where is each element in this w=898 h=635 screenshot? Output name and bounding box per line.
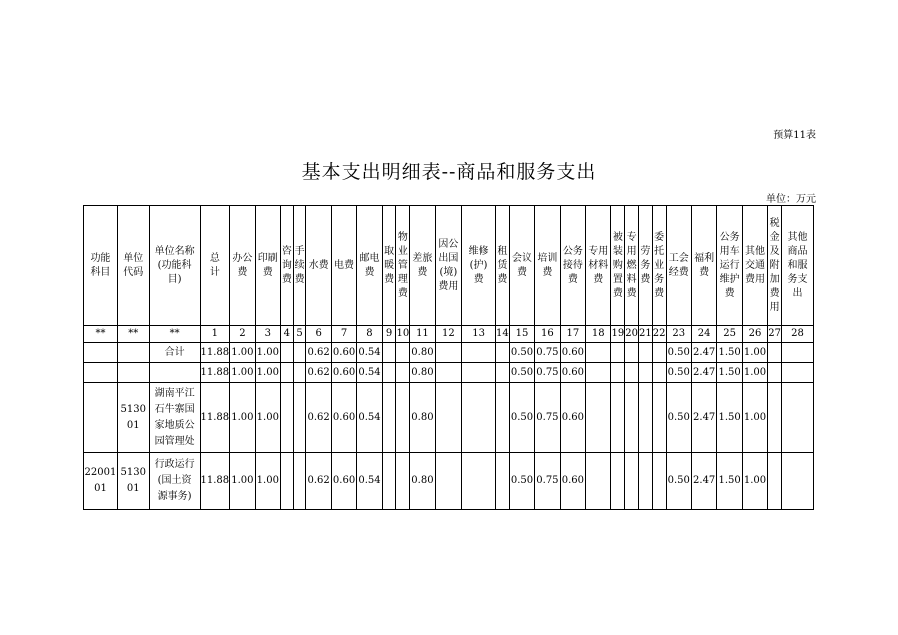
table-cell bbox=[435, 453, 461, 510]
table-cell: 0.75 bbox=[535, 383, 560, 453]
table-cell bbox=[496, 363, 510, 383]
table-cell: 1.50 bbox=[717, 343, 742, 363]
table-cell bbox=[462, 363, 496, 383]
column-header-label: 福利 费 bbox=[694, 252, 715, 278]
column-header bbox=[382, 206, 396, 326]
column-header-label: 会议 费 bbox=[511, 252, 532, 278]
table-cell bbox=[496, 343, 510, 363]
column-header-label: 电费 bbox=[334, 259, 355, 271]
header-row bbox=[84, 206, 814, 326]
column-header-label: 劳 务 费 bbox=[640, 245, 651, 285]
column-header-label: 专 用 燃 料 费 bbox=[626, 231, 637, 299]
table-cell bbox=[435, 343, 461, 363]
table-cell: 0.50 bbox=[666, 383, 691, 453]
page-title: 基本支出明细表--商品和服务支出 bbox=[301, 161, 597, 183]
table-cell: 1.00 bbox=[742, 343, 767, 363]
table-cell bbox=[435, 383, 461, 453]
table-cell bbox=[625, 383, 639, 453]
table-cell: 0.54 bbox=[357, 363, 382, 383]
table-cell: 1.50 bbox=[717, 453, 742, 510]
table-cell: 0.80 bbox=[410, 383, 435, 453]
column-number: 17 bbox=[560, 326, 585, 343]
table-cell: 0.54 bbox=[357, 453, 382, 510]
table-cell: 0.60 bbox=[331, 453, 356, 510]
table-cell bbox=[768, 343, 782, 363]
table-cell bbox=[781, 383, 813, 453]
table-cell bbox=[293, 453, 306, 510]
column-header-label: 办公 费 bbox=[232, 252, 253, 278]
table-cell bbox=[781, 343, 813, 363]
column-number: 4 bbox=[281, 326, 294, 343]
table-cell bbox=[768, 453, 782, 510]
table-cell bbox=[382, 453, 396, 510]
table-cell bbox=[639, 343, 653, 363]
column-number: 12 bbox=[435, 326, 461, 343]
column-number: 27 bbox=[768, 326, 782, 343]
column-header bbox=[230, 206, 255, 326]
table-row bbox=[84, 383, 814, 453]
column-header bbox=[560, 206, 585, 326]
table-cell: 0.62 bbox=[306, 343, 331, 363]
column-number: 15 bbox=[509, 326, 534, 343]
table-cell: 1.50 bbox=[717, 363, 742, 383]
table-cell bbox=[293, 363, 306, 383]
column-header bbox=[496, 206, 510, 326]
table-cell: 0.50 bbox=[509, 343, 534, 363]
table-cell: 2.47 bbox=[691, 453, 716, 510]
column-header bbox=[691, 206, 716, 326]
table-cell: 1.00 bbox=[255, 383, 280, 453]
column-number: 23 bbox=[666, 326, 691, 343]
table-cell bbox=[611, 383, 625, 453]
column-header-label: 维修 (护) 费 bbox=[468, 245, 489, 285]
column-header bbox=[611, 206, 625, 326]
column-number: ** bbox=[117, 326, 149, 343]
table-cell bbox=[625, 363, 639, 383]
table-cell: 1.00 bbox=[742, 363, 767, 383]
table-cell bbox=[117, 343, 149, 363]
table-cell: 0.60 bbox=[331, 383, 356, 453]
table-cell: 行政运行 (国土资 源事务) bbox=[149, 453, 200, 510]
table-cell: 0.50 bbox=[509, 453, 534, 510]
table-cell bbox=[652, 453, 666, 510]
form-code: 预算11表 bbox=[773, 130, 816, 141]
column-header-label: 印刷 费 bbox=[257, 252, 278, 278]
table-cell: 2.47 bbox=[691, 383, 716, 453]
table-cell: 11.88 bbox=[200, 363, 230, 383]
table-cell bbox=[396, 343, 410, 363]
column-header-label: 因公 出国 (境) 费用 bbox=[438, 238, 459, 292]
column-header bbox=[410, 206, 435, 326]
table-cell: 0.75 bbox=[535, 363, 560, 383]
table-cell: 0.62 bbox=[306, 383, 331, 453]
column-header-label: 其他 交通 费用 bbox=[745, 245, 765, 285]
column-header bbox=[435, 206, 461, 326]
table-cell: 1.00 bbox=[742, 383, 767, 453]
column-header-label: 专用 材料 费 bbox=[588, 245, 609, 285]
column-header-label: 单位名称 (功能科 目) bbox=[154, 245, 195, 285]
column-number-row bbox=[84, 326, 814, 343]
column-number: 14 bbox=[496, 326, 510, 343]
table-row bbox=[84, 363, 814, 383]
table-cell: 0.50 bbox=[509, 363, 534, 383]
column-header bbox=[652, 206, 666, 326]
column-header bbox=[509, 206, 534, 326]
table-cell bbox=[84, 343, 118, 363]
table-row bbox=[84, 453, 814, 510]
column-header bbox=[84, 206, 118, 326]
column-number: 13 bbox=[462, 326, 496, 343]
unit-label: 单位：万元 bbox=[766, 194, 816, 205]
table-cell: 0.54 bbox=[357, 383, 382, 453]
table-cell bbox=[652, 343, 666, 363]
column-number: 18 bbox=[586, 326, 611, 343]
table-cell bbox=[611, 363, 625, 383]
column-number: 2 bbox=[230, 326, 255, 343]
column-header bbox=[149, 206, 200, 326]
table-cell: 1.50 bbox=[717, 383, 742, 453]
table-cell: 11.88 bbox=[200, 343, 230, 363]
table-cell: 1.00 bbox=[255, 453, 280, 510]
table-cell: 0.62 bbox=[306, 453, 331, 510]
table-cell bbox=[435, 363, 461, 383]
table-cell: 0.80 bbox=[410, 343, 435, 363]
table-cell bbox=[586, 383, 611, 453]
table-cell: 1.00 bbox=[230, 453, 255, 510]
table-cell: 11.88 bbox=[200, 383, 230, 453]
table-cell: 11.88 bbox=[200, 453, 230, 510]
column-header-label: 培训 费 bbox=[537, 252, 558, 278]
table-cell bbox=[768, 383, 782, 453]
table-cell bbox=[586, 363, 611, 383]
table-cell bbox=[611, 343, 625, 363]
table-cell: 1.00 bbox=[230, 383, 255, 453]
table-cell: 0.60 bbox=[560, 363, 585, 383]
column-number: 1 bbox=[200, 326, 230, 343]
table-cell bbox=[652, 363, 666, 383]
table-cell bbox=[639, 383, 653, 453]
table-cell: 0.80 bbox=[410, 453, 435, 510]
column-header bbox=[625, 206, 639, 326]
table-cell bbox=[781, 453, 813, 510]
column-header bbox=[666, 206, 691, 326]
table-cell: 1.00 bbox=[230, 343, 255, 363]
column-number: 26 bbox=[742, 326, 767, 343]
table-cell: 合计 bbox=[149, 343, 200, 363]
column-number: 8 bbox=[357, 326, 382, 343]
column-header bbox=[462, 206, 496, 326]
table-cell bbox=[281, 383, 294, 453]
column-number: 22 bbox=[652, 326, 666, 343]
table-cell bbox=[462, 383, 496, 453]
table-cell: 1.00 bbox=[255, 343, 280, 363]
table-cell: 513001 bbox=[117, 383, 149, 453]
column-header-label: 单位 代码 bbox=[123, 252, 144, 278]
column-number: 20 bbox=[625, 326, 639, 343]
table-cell: 0.50 bbox=[666, 453, 691, 510]
table-cell: 0.50 bbox=[666, 343, 691, 363]
column-header bbox=[781, 206, 813, 326]
table-cell bbox=[382, 363, 396, 383]
column-header-label: 邮电 费 bbox=[359, 252, 380, 278]
column-header bbox=[742, 206, 767, 326]
column-number: 21 bbox=[639, 326, 653, 343]
column-number: 3 bbox=[255, 326, 280, 343]
column-number: ** bbox=[84, 326, 118, 343]
table-cell: 0.60 bbox=[560, 383, 585, 453]
expense-detail-table bbox=[83, 205, 814, 510]
table-cell: 0.60 bbox=[331, 363, 356, 383]
column-header-label: 差旅 费 bbox=[412, 252, 433, 278]
table-cell: 0.62 bbox=[306, 363, 331, 383]
table-cell bbox=[382, 383, 396, 453]
table-cell: 0.60 bbox=[560, 453, 585, 510]
column-header bbox=[293, 206, 306, 326]
column-number: 16 bbox=[535, 326, 560, 343]
column-number: 10 bbox=[396, 326, 410, 343]
table-cell bbox=[611, 453, 625, 510]
table-cell bbox=[639, 453, 653, 510]
table-cell: 1.00 bbox=[742, 453, 767, 510]
column-header-label: 工会 经费 bbox=[668, 252, 689, 278]
table-cell bbox=[117, 363, 149, 383]
column-number: 19 bbox=[611, 326, 625, 343]
table-cell: 0.75 bbox=[535, 453, 560, 510]
table-cell bbox=[396, 363, 410, 383]
column-header-label: 咨 询 费 bbox=[281, 245, 292, 285]
column-header bbox=[331, 206, 356, 326]
column-number: 6 bbox=[306, 326, 331, 343]
column-header bbox=[357, 206, 382, 326]
column-number: 11 bbox=[410, 326, 435, 343]
table-cell bbox=[781, 363, 813, 383]
column-header-label: 公务 用车 运行 维护 费 bbox=[719, 231, 740, 299]
column-header bbox=[768, 206, 782, 326]
table-cell bbox=[293, 343, 306, 363]
table-cell bbox=[396, 383, 410, 453]
column-number: 25 bbox=[717, 326, 742, 343]
table-cell bbox=[639, 363, 653, 383]
table-cell bbox=[625, 453, 639, 510]
column-header-label: 功能 科目 bbox=[90, 252, 111, 278]
table-cell: 0.60 bbox=[560, 343, 585, 363]
column-header bbox=[717, 206, 742, 326]
table-cell: 0.54 bbox=[357, 343, 382, 363]
table-cell: 2.47 bbox=[691, 343, 716, 363]
table-cell: 1.00 bbox=[230, 363, 255, 383]
column-number: 7 bbox=[331, 326, 356, 343]
table-cell: 2.47 bbox=[691, 363, 716, 383]
column-header bbox=[639, 206, 653, 326]
column-header bbox=[306, 206, 331, 326]
table-cell bbox=[462, 343, 496, 363]
table-cell bbox=[586, 343, 611, 363]
table-cell: 22001 01 bbox=[84, 453, 118, 510]
column-header-label: 水费 bbox=[308, 259, 329, 271]
table-cell: 1.00 bbox=[255, 363, 280, 383]
column-number: 24 bbox=[691, 326, 716, 343]
table-cell bbox=[462, 453, 496, 510]
table-cell bbox=[84, 383, 118, 453]
table-row bbox=[84, 343, 814, 363]
table-cell: 5130 01 bbox=[117, 453, 149, 510]
table-cell bbox=[625, 343, 639, 363]
table-cell bbox=[149, 363, 200, 383]
column-header bbox=[396, 206, 410, 326]
column-header-label: 取 暖 费 bbox=[384, 245, 395, 285]
table-cell bbox=[396, 453, 410, 510]
table-cell: 0.75 bbox=[535, 343, 560, 363]
column-header bbox=[586, 206, 611, 326]
column-header-label: 公务 接待 费 bbox=[562, 245, 583, 285]
column-number: ** bbox=[149, 326, 200, 343]
table-cell bbox=[382, 343, 396, 363]
table-cell bbox=[281, 363, 294, 383]
column-header-label: 其他 商品 和服 务支 出 bbox=[787, 231, 808, 299]
column-header-label: 总 计 bbox=[209, 252, 220, 278]
table-cell bbox=[768, 363, 782, 383]
table-cell bbox=[281, 343, 294, 363]
table-cell bbox=[281, 453, 294, 510]
column-header-label: 被 装 购 置 费 bbox=[612, 231, 623, 299]
column-header bbox=[281, 206, 294, 326]
column-header bbox=[255, 206, 280, 326]
column-number: 5 bbox=[293, 326, 306, 343]
table-cell: 0.50 bbox=[509, 383, 534, 453]
column-header-label: 租 赁 费 bbox=[497, 245, 508, 285]
table-cell: 湖南平江 石牛寨国 家地质公 园管理处 bbox=[149, 383, 200, 453]
column-header-label: 手 续 费 bbox=[294, 245, 305, 285]
table-cell: 0.60 bbox=[331, 343, 356, 363]
column-header bbox=[200, 206, 230, 326]
column-header-label: 物 业 管 理 费 bbox=[397, 231, 408, 299]
table-cell: 0.80 bbox=[410, 363, 435, 383]
table-cell bbox=[496, 383, 510, 453]
table-cell bbox=[652, 383, 666, 453]
table-cell bbox=[293, 383, 306, 453]
column-header-label: 委 托 业 务 费 bbox=[654, 231, 665, 299]
table-cell bbox=[586, 453, 611, 510]
table-cell bbox=[84, 363, 118, 383]
table-cell: 0.50 bbox=[666, 363, 691, 383]
table-cell bbox=[496, 453, 510, 510]
column-header-label: 税 金 及 附 加 费 用 bbox=[769, 217, 780, 313]
column-header bbox=[117, 206, 149, 326]
column-number: 9 bbox=[382, 326, 396, 343]
column-header bbox=[535, 206, 560, 326]
column-number: 28 bbox=[781, 326, 813, 343]
